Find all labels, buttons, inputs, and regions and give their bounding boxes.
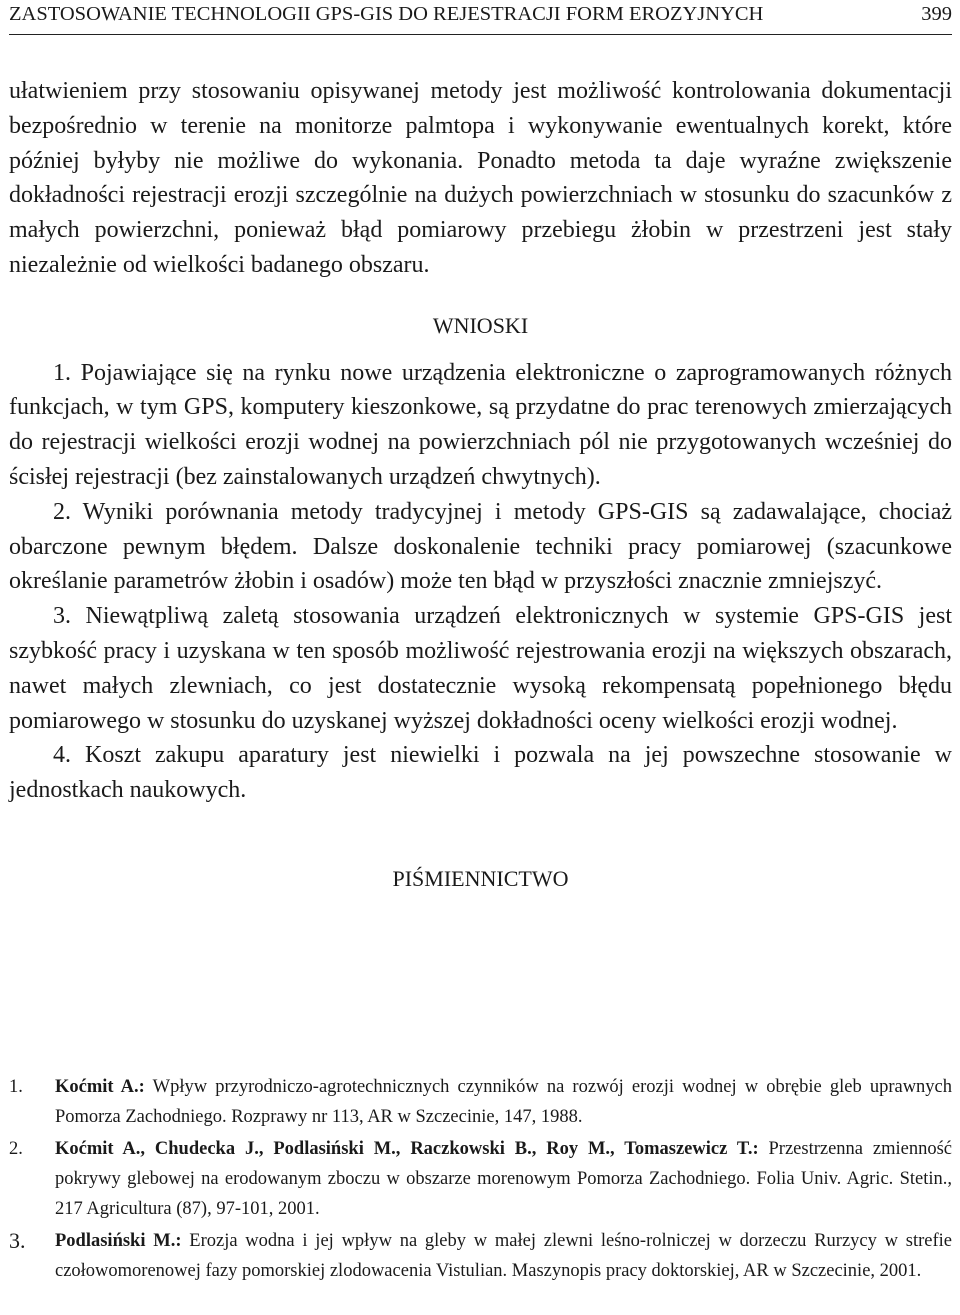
reference-item [9,1226,952,1286]
reference-body: Wpływ przyrodniczo-agrotechnicznych czynników na rozwój erozji wodnej w obrębie gleb uprawnych Pomorza Zachodniego. Rozprawy nr 113, AR w Szczecinie, 147, 1988. [55,1077,953,1127]
running-header [9,0,952,35]
reference-item [9,1134,952,1224]
conclusions-heading: WNIOSKI [432,312,529,338]
conclusion-item-1: 1. Pojawiające się na rynku nowe urządzenia elektroniczne o zaprogramowanych różnych funkcjach, w tym GPS, komputery kieszonkowe, są przydatne do prac terenowych zmierzających do rejestracji wielkości erozji wodnej na powierzchniach pól nie przygotowanych wcześniej do ścisłej rejestracji (bez zainstalowanych urządzeń chwytnych). [9,359,952,490]
reference-number: 2. [9,1139,23,1159]
reference-text [55,1226,952,1286]
conclusion-item-2: 2. Wyniki porównania metody tradycyjnej i metody GPS-GIS są zadawalające, chociaż obarczone pewnym błędem. Dalsze doskonalenie techniki pracy pomiarowej (szacunkowe określanie parametrów żłobin i osadów) może ten błąd w przyszłości znacznie zmniejszyć. [9,498,952,595]
reference-authors: Koćmit A.: [55,1077,145,1097]
running-header-title: ZASTOSOWANIE TECHNOLOGII GPS-GIS DO REJESTRACJI FORM EROZYJNYCH [9,3,764,25]
reference-text [55,1134,952,1224]
body-text [9,74,952,897]
reference-number: 1. [9,1077,23,1097]
reference-authors: Podlasiński M.: [55,1231,182,1251]
reference-text [55,1072,952,1132]
references-heading: PIŚMIENNICTWO [392,865,569,891]
reference-body: Przestrzenna zmienność pokrywy glebowej na erodowanym zboczu w obszarze morenowym Pomorza Zachodniego. Folia Univ. Agric. Stetin., 217 Agricultura (87), 97-101, 2001. [55,1139,953,1219]
reference-body: Erozja wodna i jej wpływ na gleby w małej zlewni leśno-rolniczej w dorzeczu Rurzycy w strefie czołowomorenowej fazy pomorskiej zlodowacenia Vistulian. Maszynopis pracy doktorskiej, AR w Szczecinie, 2001. [55,1231,952,1281]
reference-authors: Koćmit A., Chudecka J., Podlasiński M., Raczkowski B., Roy M., Tomaszewicz T.: [55,1139,759,1159]
reference-item [9,1072,952,1132]
conclusion-item-4: 4. Koszt zakupu aparatury jest niewielki i pozwala na jej powszechne stosowanie w jednostkach naukowych. [9,742,952,804]
reference-number: 3. [9,1228,26,1253]
conclusion-item-3: 3. Niewątpliwą zaletą stosowania urządzeń elektronicznych w systemie GPS-GIS jest szybkość pracy i uzyskana w ten sposób możliwość rejestrowania erozji na większych obszarach, nawet małych zlewniach, co jest dostatecznie wysoką rekompensatą popełnionego błędu pomiarowego w stosunku do uzyskanej wyższej dokładności oceny wielkości erozji wodnej. [9,603,952,734]
page-number: 399 [921,3,952,25]
intro-paragraph: ułatwieniem przy stosowaniu opisywanej metody jest możliwość kontrolowania dokumentacji bezpośrednio w terenie na monitorze palmtopa i wykonywanie ewentualnych korekt, które później byłyby nie możliwe do wykonania. Ponadto metoda ta daje wyraźne zwiększenie dokładności rejestracji erozji szczególnie na dużych powierzchniach w stosunku do szacunków z małych powierzchni, ponieważ błąd pomiarowy przebiegu żłobin w przestrzeni jest stały niezależnie od wielkości badanego obszaru. [9,78,952,278]
references-list [9,1072,952,1288]
